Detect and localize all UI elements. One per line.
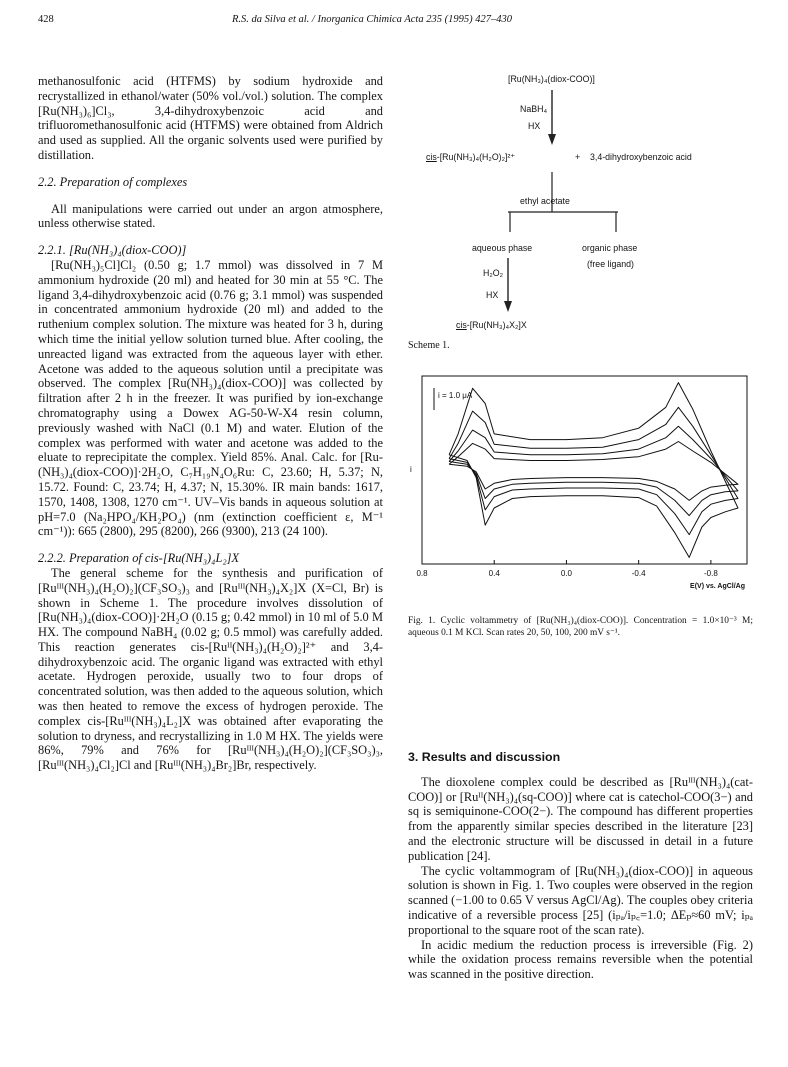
cv-trace-4 (449, 383, 738, 558)
x-axis-label: E(V) vs. AgCl/Ag (690, 583, 745, 590)
figure-caption: Fig. 1. Cyclic voltammetry of [Ru(NH₃)₄(diox-COO)]. Concentration = 1.0×10⁻³ M; aqueous 0.1 M KCl. Scan rates 20, 50, 100, 200 mV s⁻¹. (408, 616, 753, 638)
scheme-organic-phase: organic phase (582, 243, 638, 253)
scheme-reagent: H₂O₂ (483, 268, 504, 278)
scheme-plus: + (575, 152, 581, 162)
right-column (408, 750, 753, 982)
scheme-reagent: HX (486, 290, 499, 300)
scheme-product: cis-[Ru(NH₃)₄(H₂O)₂]²⁺ (426, 152, 516, 162)
section-heading: 2.2. Preparation of complexes (38, 174, 188, 189)
scheme-free-ligand: (free ligand) (587, 259, 634, 269)
paragraph: [Ru(NH₃)₅Cl]Cl₂ (0.50 g; 1.7 mmol) was dissolved in 7 M ammonium hydroxide (20 ml) and heated for 30 min at 55 °C. The ligand 3,4-dihydroxybenzoic acid (0.76 g; 3.1 mmol) was suspended in concentrated ammonium hydroxide (20 ml) and added to the ruthenium complex solution. The mixture was heated for 3 h, during which time the initial yellow solution turned blue. After cooling, the unreacted ligand was extracted from the aqueous layer with ether. Acetone was added to the aqueous solution until a precipitate was observed. The complex [Ru(NH₃)₄(diox-COO)] was collected by filtration after 2 h in the freezer. It was purified by ion-exchange chromatography using a Dowex AG-50-W-X4 resin column, previously washed with NaCl (0.1 M) and water. Elution of the complex was performed with water and acetone was added to the eluate to reprecipitate the complex. Yield 85%. Anal. Calc. for [Ru-(NH₃)₄(diox-COO)]·2H₂O, C₇H₁₉N₄O₆Ru: C, 23.60; H, 5.37; N, 15.72. Found: C, 23.74; H, 4.37; N, 15.30%. IR main bands: 1617, 1570, 1408, 1308, 1270 cm⁻¹. UV–Vis bands in aqueous solution at pH=7.0 (Na₂HPO₄/KH₂PO₄) (nm (extinction coefficient ε, M⁻¹ cm⁻¹)): 665 (2800), 295 (8200), 266 (9300), 213 (24 100). (38, 257, 383, 539)
paragraph: The dioxolene complex could be described as [Ruᴵᴵᴵ(NH₃)₄(cat-COO)] or [Ruᴵᴵ(NH₃)₄(sq-COO)] where cat is catechol-COO(3−) and sq is semiquinone-COO(2−). The compound has different properties from the apparently similar species described in the literature [23] and the electronic structure will be discussed in detail in a future publication [24]. (408, 774, 753, 863)
paragraph: methanosulfonic acid (HTFMS) by sodium hydroxide and recrystallized in ethanol/water (50% vol./vol.) solution. The complex [Ru(NH₃)₆]Cl₃, 3,4-dihydroxybenzoic acid and trifluoromethanosulfonic acid (HTFMS) were obtained from Aldrich and used as supplied. All the organic solvents used were purified by distillation. (38, 74, 383, 162)
x-tick-label: -0.8 (703, 569, 718, 578)
y-axis-label: i (410, 465, 412, 474)
x-tick-label: 0.4 (488, 569, 500, 578)
scheme-reagent: NaBH₄ (520, 104, 548, 114)
cyclic-voltammogram (404, 368, 754, 613)
scheme-final-product: cis-[Ru(NH₃)₄X₂]X (456, 320, 527, 330)
figure-1 (404, 368, 754, 613)
scheme-arrows (0, 0, 788, 360)
scheme-solvent: ethyl acetate (520, 196, 570, 206)
scheme-aqueous-phase: aqueous phase (472, 243, 533, 253)
scheme-label: Scheme 1. (408, 340, 450, 351)
subsection-heading: 2.2.1. [Ru(NH₃)₄(diox-COO)] (38, 243, 187, 258)
scheme-acid: 3,4-dihydroxybenzoic acid (590, 152, 692, 162)
scale-label: i = 1.0 μA (438, 391, 473, 400)
x-tick-label: -0.4 (631, 569, 646, 578)
scheme-reagent: HX (528, 121, 541, 131)
page-number: 428 (38, 14, 54, 25)
x-tick-label: 0.8 (416, 569, 428, 578)
paragraph: In acidic medium the reduction process is irreversible (Fig. 2) while the oxidation process remains reversible when the potential was scanned in the positive direction. (408, 937, 753, 982)
paragraph: All manipulations were carried out under an argon atmosphere, unless otherwise stated. (38, 201, 383, 231)
running-title: R.S. da Silva et al. / Inorganica Chimica Acta 235 (1995) 427–430 (232, 14, 512, 25)
x-tick-label: 0.0 (560, 569, 573, 578)
scheme-start-compound: [Ru(NH₃)₄(diox-COO)] (508, 74, 595, 84)
section-heading: 3. Results and discussion (408, 750, 561, 764)
paragraph: The general scheme for the synthesis and purification of [Ruᴵᴵᴵ(NH₃)₄(H₂O)₂](CF₃SO₃)₃ and [Ruᴵᴵᴵ(NH₃)₄X₂]X (X=Cl, Br) is shown in Scheme 1. The procedure involves dissolution of [Ru(NH₃)₄(diox-COO)]·2H₂O (0.15 g; 0.42 mmol) in 10 ml of 5.0 M HX. The compound NaBH₄ (0.02 g; 0.5 mmol) was carefully added. This reaction generates cis-[Ruᴵᴵ(NH₃)₄(H₂O)₂]²⁺ and 3,4-dihydroxybenzoic acid. The organic ligand was extracted with ethyl acetate. Hydrogen peroxide, usually two to four drops of concentrated solution, was then added to the aqueous solution, which was then heated to remove the excess of hydrogen peroxide. The complex cis-[Ruᴵᴵᴵ(NH₃)₄L₂]X was obtained after evaporating the solution to dryness, and recrystallizing in 1.0 M HX. The yields were 86%, 79% and 76% for [Ruᴵᴵᴵ(NH₃)₄(H₂O)₂](CF₃SO₃)₃, [Ruᴵᴵᴵ(NH₃)₄Cl₂]Cl and [Ruᴵᴵᴵ(NH₃)₄Br₂]Br, respectively. (38, 565, 383, 773)
paragraph: The cyclic voltammogram of [Ru(NH₃)₄(diox-COO)] in aqueous solution is shown in Fig. 1. Two couples were observed in the region scanned (−1.00 to 0.65 V versus AgCl/Ag). The couples obey criteria indicative of a reversible process [25] (iₚₐ/iₚ꜀=1.0; ΔEₚ≈60 mV; iₚₐ proportional to the square root of the scan rate). (408, 863, 753, 937)
subsection-heading: 2.2.2. Preparation of cis-[Ru(NH₃)₄L₂]X (38, 551, 240, 566)
